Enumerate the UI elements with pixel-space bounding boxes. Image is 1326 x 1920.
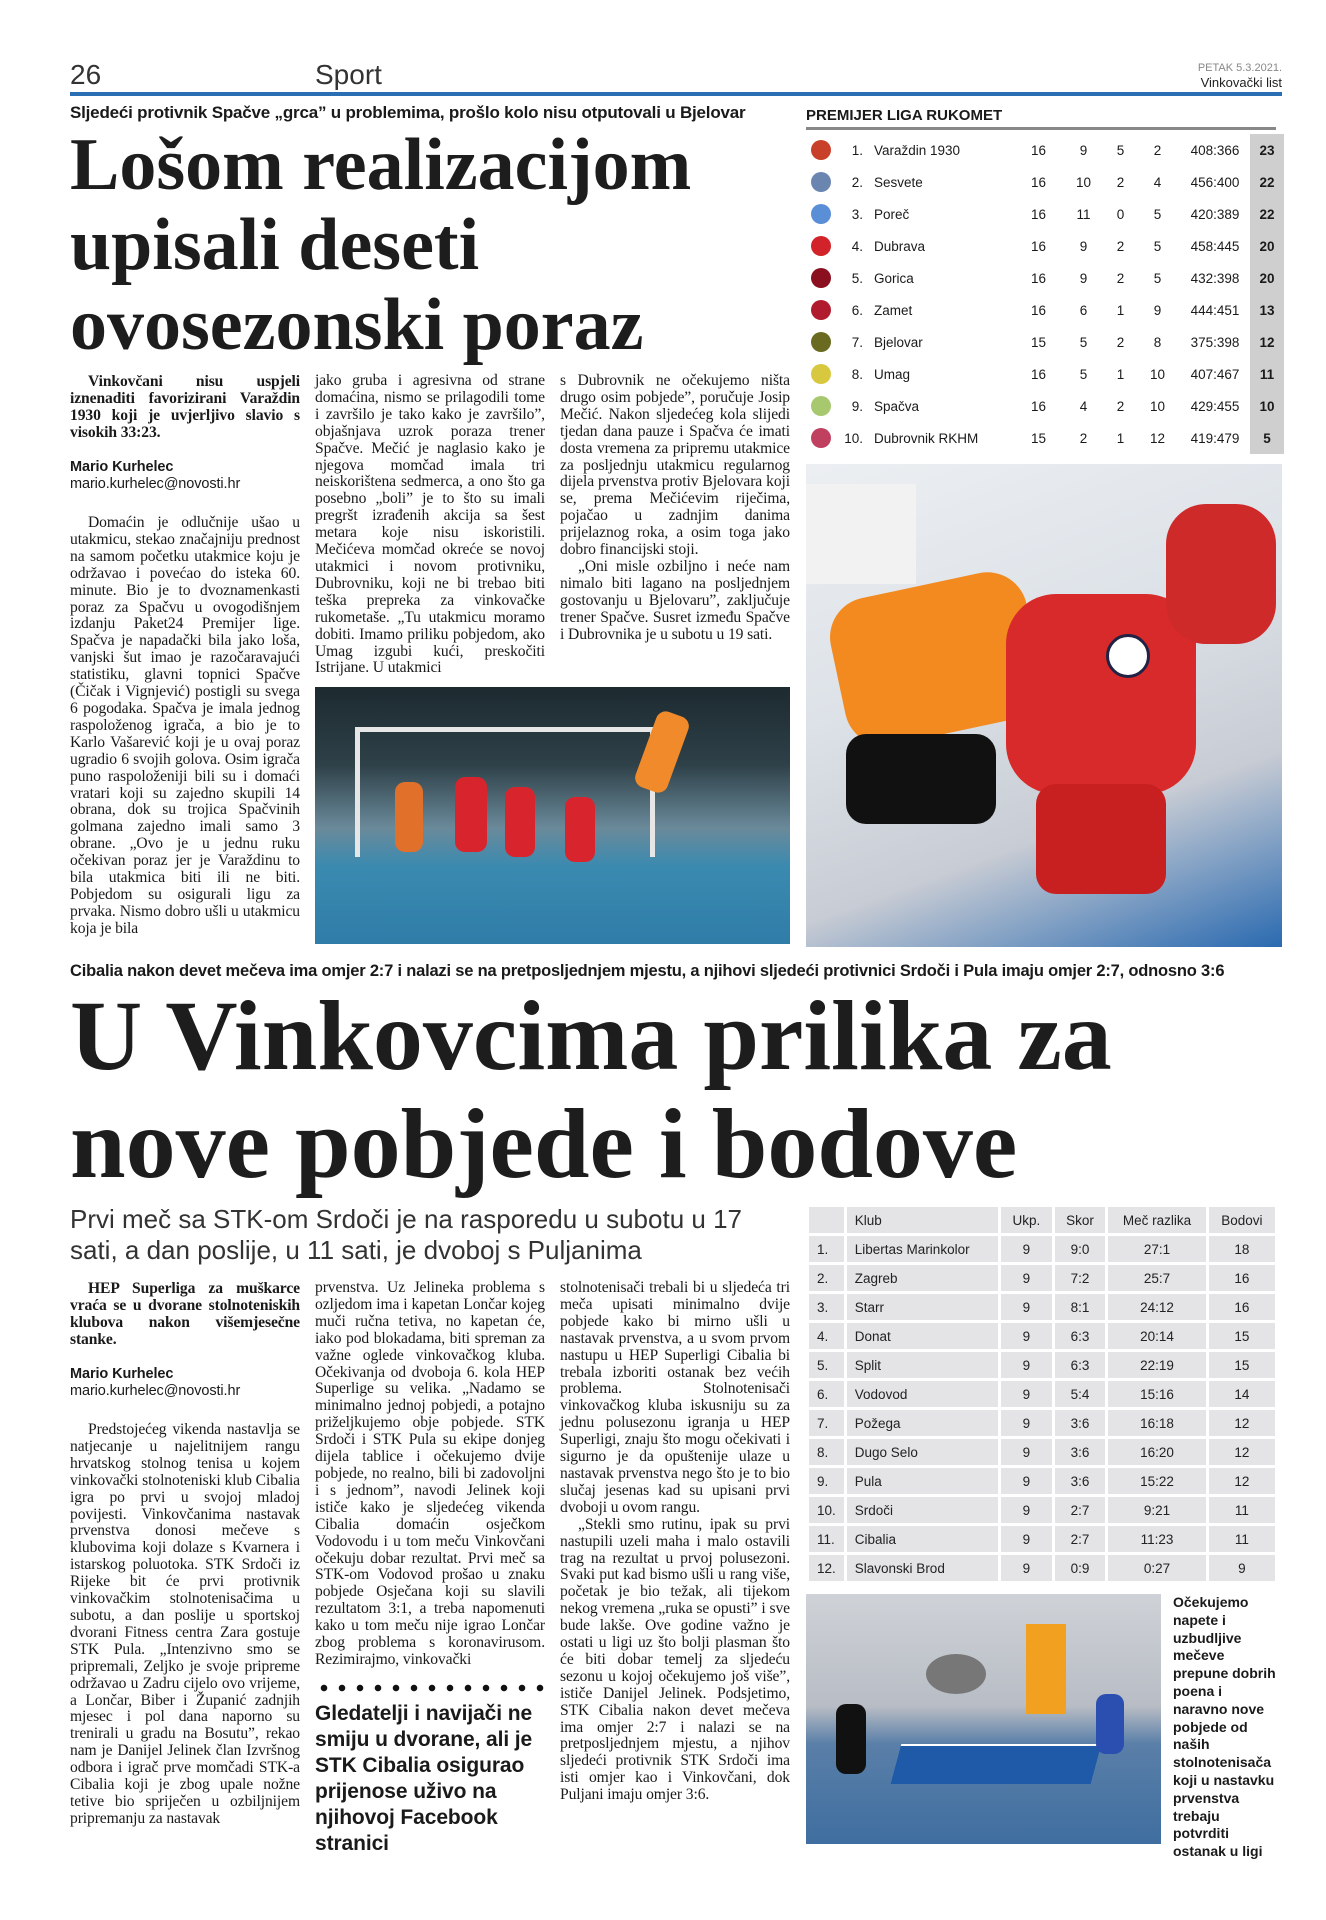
column-header: Bodovi xyxy=(1209,1207,1275,1233)
cell: Dugo Selo xyxy=(847,1439,998,1465)
article2-column-2 xyxy=(315,1280,545,1857)
cell-pos: 4. xyxy=(851,238,863,254)
cell-pos: 7. xyxy=(851,334,863,350)
cell-l: 5 xyxy=(1153,206,1162,222)
cell: 16 xyxy=(1209,1294,1275,1320)
player-red-jersey xyxy=(1166,504,1276,644)
cell: 0:9 xyxy=(1055,1555,1106,1581)
cell-pts: 20 xyxy=(1250,230,1284,262)
cell-p: 16 xyxy=(1030,366,1047,382)
cell: Donat xyxy=(847,1323,998,1349)
club-logo-icon xyxy=(806,294,836,326)
cell-pts: 22 xyxy=(1250,166,1284,198)
cell-w: 5 xyxy=(1079,334,1088,350)
article1-columns xyxy=(70,373,790,944)
league-table xyxy=(806,134,1284,454)
newspaper-page xyxy=(70,0,1282,1861)
cell-d: 2 xyxy=(1116,270,1125,286)
cell: Pula xyxy=(847,1468,998,1494)
club-logo-icon xyxy=(806,230,836,262)
cell-pos: 2. xyxy=(851,174,863,190)
article2-main xyxy=(70,1204,790,1861)
cell-club: Umag xyxy=(874,366,911,382)
cell-goals: 444:451 xyxy=(1190,302,1240,318)
player xyxy=(455,777,487,852)
superliga-row xyxy=(809,1555,1275,1581)
cell: 20:14 xyxy=(1108,1323,1205,1349)
cell: 11:23 xyxy=(1108,1526,1205,1552)
club-crest-icon xyxy=(811,428,831,448)
cell-pts: 23 xyxy=(1250,134,1284,166)
cell: Split xyxy=(847,1352,998,1378)
cell: 16:18 xyxy=(1108,1410,1205,1436)
cell-l: 5 xyxy=(1153,238,1162,254)
superliga-row xyxy=(809,1323,1275,1349)
headline-line: nove pobjede i bodove xyxy=(70,1088,1018,1199)
article1-sidebar xyxy=(806,102,1282,947)
cell-pts: 10 xyxy=(1250,390,1284,422)
masthead-info xyxy=(1198,62,1282,92)
photo-caption: Očekujemo napete i uzbudljive mečeve prepune dobrih poena i naravno nove pobjede od naših stolnotenisača koji u nastavku prvenstva trebaju potvrditi ostanak u ligi xyxy=(1173,1594,1276,1860)
cell: Slavonski Brod xyxy=(847,1555,998,1581)
club-crest-icon xyxy=(811,268,831,288)
cell-pts: 20 xyxy=(1250,262,1284,294)
handball-ball xyxy=(1106,634,1150,678)
superliga-row xyxy=(809,1439,1275,1465)
cell: 14 xyxy=(1209,1381,1275,1407)
cell-pos: 5. xyxy=(851,270,863,286)
superliga-row xyxy=(809,1294,1275,1320)
cell-l: 5 xyxy=(1153,270,1162,286)
club-logo-icon xyxy=(806,166,836,198)
cell: 5. xyxy=(809,1352,844,1378)
cell: 9 xyxy=(1001,1439,1052,1465)
cell: 9 xyxy=(1209,1555,1275,1581)
author-email[interactable]: mario.kurhelec@novosti.hr xyxy=(70,476,241,492)
article1-lead: Vinkovčani nisu uspjeli iznenaditi favorizirani Varaždin 1930 koji je uvjerljivo slavio s visokih 33:23. xyxy=(70,373,300,441)
banner xyxy=(806,484,916,584)
article2-sidebar xyxy=(806,1204,1282,1861)
article2-column-1 xyxy=(70,1280,300,1857)
cell: Starr xyxy=(847,1294,998,1320)
club-logo-icon xyxy=(806,326,836,358)
cell: 1. xyxy=(809,1236,844,1262)
cell-goals: 432:398 xyxy=(1190,270,1240,286)
league-table-row xyxy=(806,166,1284,198)
article2-lead: HEP Superliga za muškarce vraća se u dvorane stolnoteniskih klubova nakon višemjesečne stanke. xyxy=(70,1280,300,1348)
cell-w: 9 xyxy=(1079,238,1088,254)
cell-l: 12 xyxy=(1149,430,1165,446)
article2-columns xyxy=(70,1280,790,1857)
club-logo-icon xyxy=(806,134,836,166)
body-text: „Oni misle ozbiljno i neće nam nimalo biti lagano na posljednjem gostovanju u Bjelovaru”, zaključuje trener Spačve. Susret između Spačve i Dubrovnika je u subotu u 19 sati. xyxy=(560,557,790,643)
cell-l: 9 xyxy=(1153,302,1162,318)
cell: 24:12 xyxy=(1108,1294,1205,1320)
cell-pos: 10. xyxy=(844,430,863,446)
cell: 2. xyxy=(809,1265,844,1291)
cell: Srdoči xyxy=(847,1497,998,1523)
newspaper-name: Vinkovački list xyxy=(1200,75,1282,90)
cell: 10. xyxy=(809,1497,844,1523)
club-crest-icon xyxy=(811,172,831,192)
cell-pos: 8. xyxy=(851,366,863,382)
article1-headline xyxy=(70,125,790,365)
cell-club: Bjelovar xyxy=(874,334,923,350)
photo-with-caption xyxy=(806,1594,1282,1861)
cell: 7:2 xyxy=(1055,1265,1106,1291)
league-table-row xyxy=(806,390,1284,422)
cell: 27:1 xyxy=(1108,1236,1205,1262)
headline-line: ovosezonski poraz xyxy=(70,284,644,366)
section-title: Sport xyxy=(315,59,382,90)
cell: 12. xyxy=(809,1555,844,1581)
cell-d: 0 xyxy=(1116,206,1125,222)
cell-club: Spačva xyxy=(874,398,920,414)
body-text: s Dubrovnik ne očekujemo ništa drugo osim pobjede”, poručuje Josip Mečić. Nakon sljedećeg kola slijedi tjedan dana pauze i Spačva će imati dosta vremena za pripremu utakmice za posljednju utakmicu regularnog dijela prvenstva protiv Bjelovara koji se, prema Mečićevim riječima, pojačao u zadnjim danima prijelaznog roka, a osim toga jako dobro financijski stoji. xyxy=(560,372,790,559)
article1 xyxy=(70,102,1282,947)
article2-deck: Prvi meč sa STK-om Srdoči je na rasporedu u subotu u 17 sati, a dan poslije, u 11 sati, je dvoboj s Puljanima xyxy=(70,1204,742,1265)
superliga-row xyxy=(809,1497,1275,1523)
article1-column-3 xyxy=(560,373,790,677)
article1-column-2 xyxy=(315,373,545,677)
cell-p: 16 xyxy=(1030,302,1047,318)
column-header xyxy=(809,1207,844,1233)
league-table-title: PREMIJER LIGA RUKOMET xyxy=(806,107,1003,124)
league-table-row xyxy=(806,134,1284,166)
club-logo-icon xyxy=(806,262,836,294)
cell: 15:22 xyxy=(1108,1468,1205,1494)
club-crest-icon xyxy=(811,364,831,384)
cell: 6. xyxy=(809,1381,844,1407)
cell: 0:27 xyxy=(1108,1555,1205,1581)
cell-club: Poreč xyxy=(874,206,910,222)
column-header: Skor xyxy=(1055,1207,1106,1233)
cell: 3. xyxy=(809,1294,844,1320)
cell-l: 10 xyxy=(1149,366,1165,382)
league-table-row xyxy=(806,262,1284,294)
cell-pos: 9. xyxy=(851,398,863,414)
cell-d: 1 xyxy=(1116,366,1125,382)
club-logo-icon xyxy=(806,422,836,454)
club-crest-icon xyxy=(811,300,831,320)
handball-duel-photo xyxy=(806,464,1282,947)
cell: 15 xyxy=(1209,1352,1275,1378)
league-table-row xyxy=(806,294,1284,326)
cell-pts: 11 xyxy=(1250,358,1284,390)
cell: 11 xyxy=(1209,1526,1275,1552)
cell: 12 xyxy=(1209,1468,1275,1494)
article2-column-3 xyxy=(560,1280,790,1857)
league-table-row xyxy=(806,358,1284,390)
cell: 3:6 xyxy=(1055,1468,1106,1494)
article1-column-1 xyxy=(70,373,300,944)
cell-club: Dubrovnik RKHM xyxy=(874,430,979,446)
author-name: Mario Kurhelec xyxy=(70,459,174,475)
cell-p: 16 xyxy=(1030,238,1047,254)
cell-goals: 456:400 xyxy=(1190,174,1240,190)
article2 xyxy=(70,961,1282,1861)
cell-l: 8 xyxy=(1153,334,1162,350)
cell-l: 2 xyxy=(1153,142,1162,158)
cell-p: 16 xyxy=(1030,142,1047,158)
exercise-balls xyxy=(926,1654,986,1694)
cell-w: 5 xyxy=(1079,366,1088,382)
cell-club: Dubrava xyxy=(874,238,926,254)
league-table-row xyxy=(806,198,1284,230)
cell-d: 2 xyxy=(1116,174,1125,190)
cell: 9:21 xyxy=(1108,1497,1205,1523)
cell-l: 4 xyxy=(1153,174,1162,190)
club-crest-icon xyxy=(811,236,831,256)
cell-club: Varaždin 1930 xyxy=(874,142,961,158)
cell: 9 xyxy=(1001,1468,1052,1494)
cell-d: 5 xyxy=(1116,142,1125,158)
cell: 6:3 xyxy=(1055,1323,1106,1349)
player xyxy=(395,782,423,852)
author-name: Mario Kurhelec xyxy=(70,1366,174,1382)
cell: 9 xyxy=(1001,1526,1052,1552)
cell-d: 1 xyxy=(1116,430,1125,446)
superliga-row xyxy=(809,1381,1275,1407)
cell-p: 15 xyxy=(1030,430,1047,446)
cell-pts: 22 xyxy=(1250,198,1284,230)
cell-p: 16 xyxy=(1030,174,1047,190)
column-header: Klub xyxy=(847,1207,998,1233)
superliga-table xyxy=(806,1204,1278,1584)
article2-kicker: Cibalia nakon devet mečeva ima omjer 2:7 i nalazi se na pretposljednjem mjestu, a njihovi sljedeći protivnici Srdoči i Pula imaju omjer 2:7, odnosno 3:6 xyxy=(70,962,1225,980)
cell-pos: 1. xyxy=(851,142,863,158)
cell: 16 xyxy=(1209,1265,1275,1291)
cell: 5:4 xyxy=(1055,1381,1106,1407)
player xyxy=(505,787,535,857)
article1-main xyxy=(70,102,790,947)
cell: 9 xyxy=(1001,1497,1052,1523)
player xyxy=(1096,1694,1124,1754)
cell: 9 xyxy=(1001,1294,1052,1320)
player xyxy=(836,1704,866,1774)
cell-d: 2 xyxy=(1116,334,1125,350)
body-text: jako gruba i agresivna od strane domaćina, nismo se prilagodili tome i završilo je tako kako je završilo”, objašnjava uzrok poraza trener Spačve. Mečić je naglasio kako je njegova momčad imala tri neiskorištena sedmerca, a ono što ga posebno „boli” je to što su imali pregršt izrađenih akcija sa šest metara koje nisu iskoristili. Mečićeva momčad okreće se novoj utakmici i novom protivniku, Dubrovniku, koji ne bi trebao biti teška prepreka za vinkovačke rukometaše. „Tu utakmicu moramo dobiti. Imamo priliku pobjedom, ako Umag izgubi kući, preskočiti Istrijane. U utakmici xyxy=(315,372,545,677)
handball-match-photo xyxy=(315,687,790,944)
pull-quote: Gledatelji i navijači ne smiju u dvorane, ali je STK Cibalia osigurao prijenose uživo na njihovoj Facebook stranici xyxy=(315,1701,533,1855)
cell: Zagreb xyxy=(847,1265,998,1291)
club-logo-icon xyxy=(806,198,836,230)
cell-goals: 419:479 xyxy=(1190,430,1240,446)
club-crest-icon xyxy=(811,396,831,416)
cell: 11 xyxy=(1209,1497,1275,1523)
cell: Vodovod xyxy=(847,1381,998,1407)
cell-w: 10 xyxy=(1076,174,1092,190)
page-number: 26 xyxy=(70,59,102,90)
superliga-row xyxy=(809,1526,1275,1552)
cell-goals: 407:467 xyxy=(1190,366,1240,382)
article1-kicker: Sljedeći protivnik Spačve „grca” u problemima, prošlo kolo nisu otputovali u Bjelovar xyxy=(70,103,746,122)
ping-pong-table xyxy=(891,1744,1102,1784)
cell: 22:19 xyxy=(1108,1352,1205,1378)
player-shorts xyxy=(1036,784,1166,894)
body-text: „Stekli smo rutinu, ipak su prvi nastupili uzeli maha i malo ostavili trag na rezultat u prvoj polusezoni. Svaki put kad bismo ušli u rang više, početak je bio težak, ali tijekom nekog vremena „ruka se opusti” i sve bude lakše. Ove godine važno je ostati u ligi uz što bolji plasman što će biti dobar temelj za sljedeću sezonu u kojoj očekujemo još više”, ističe Danijel Jelinek. Podsjetimo, STK Cibalia nakon devet mečeva ima omjer 2:7 i nalazi se na pretposljednjem mjestu, a njihov sljedeći protivnik STK Srdoči ima isti omjer kao i Vinkovčani, dok Puljani imaju omjer 3:6. xyxy=(560,1515,790,1804)
cell: 9 xyxy=(1001,1323,1052,1349)
cell: 9 xyxy=(1001,1410,1052,1436)
league-table-rule xyxy=(806,127,1276,130)
league-table-row xyxy=(806,230,1284,262)
cell: Libertas Marinkolor xyxy=(847,1236,998,1262)
article2-headline xyxy=(70,982,1282,1198)
cell-goals: 429:455 xyxy=(1190,398,1240,414)
cell: 9. xyxy=(809,1468,844,1494)
cell: 2:7 xyxy=(1055,1526,1106,1552)
league-table-row xyxy=(806,326,1284,358)
poster xyxy=(1026,1624,1066,1714)
cell-w: 9 xyxy=(1079,142,1088,158)
column-header: Meč razlika xyxy=(1108,1207,1205,1233)
column-header: Ukp. xyxy=(1001,1207,1052,1233)
cell: 16:20 xyxy=(1108,1439,1205,1465)
cell-club: Sesvete xyxy=(874,174,923,190)
cell: 9:0 xyxy=(1055,1236,1106,1262)
club-crest-icon xyxy=(811,140,831,160)
cell: 12 xyxy=(1209,1410,1275,1436)
cell-club: Gorica xyxy=(874,270,914,286)
body-text: prvenstva. Uz Jelineka problema s ozljedom ima i kapetan Lončar kojeg muči ručna tetiva, no kapetan će, iako pod blokadama, biti spreman za važne oglede vinkovačkog kluba. Očekivanja od dvoboja 6. kola HEP Superlige su velika. „Nadamo se minimalno jednoj pobjedi, a potajno priželjkujemo obje pobjede. STK Srdoči i STK Pula su ekipe donjeg dijela tablice i očekujemo dvije pobjede, no realno, bili bi zadovoljni i s jednom”, navodi Jelinek koji ističe kako je sljedećeg vikenda Cibalia domaćin osječkom Vodovodu i u tom meču Vinkovčani očekuju dobar rezultat. Prvi meč sa STK-om Vodovod prošao u znaku pobjede Osječana koji su slavili rezultatom 3:1, a treba napomenuti kako u tom meču nije igrao Lončar zbog problema s koronavirusom. Rezimirajmo, vinkovački xyxy=(315,1279,545,1668)
byline xyxy=(70,1366,300,1400)
superliga-row xyxy=(809,1410,1275,1436)
cell: 3:6 xyxy=(1055,1410,1106,1436)
club-crest-icon xyxy=(811,204,831,224)
table-tennis-photo xyxy=(806,1594,1161,1844)
cell-w: 11 xyxy=(1076,206,1091,222)
superliga-row xyxy=(809,1468,1275,1494)
cell: 8. xyxy=(809,1439,844,1465)
cell-l: 10 xyxy=(1149,398,1165,414)
cell: 2:7 xyxy=(1055,1497,1106,1523)
cell-pos: 6. xyxy=(851,302,863,318)
cell-p: 15 xyxy=(1030,334,1047,350)
cell: 11. xyxy=(809,1526,844,1552)
cell-w: 6 xyxy=(1079,302,1088,318)
cell: Cibalia xyxy=(847,1526,998,1552)
superliga-header-row xyxy=(809,1207,1275,1233)
headline-line: Lošom realizacijom xyxy=(70,124,692,206)
page-header xyxy=(70,52,1282,96)
cell: 9 xyxy=(1001,1352,1052,1378)
author-email[interactable]: mario.kurhelec@novosti.hr xyxy=(70,1383,241,1399)
cell-pts: 13 xyxy=(1250,294,1284,326)
cell-p: 16 xyxy=(1030,270,1047,286)
superliga-row xyxy=(809,1265,1275,1291)
body-text: stolnotenisači trebali bi u sljedeća tri meča upisati minimalno dvije pobjede kako bi mirno ušli u nastavak prvenstva, a u svom prvom nastupu u HEP Superligi Cibalia bi trebala izboriti ostanak bez većih problema. Stolnotenisači vinkovačkog kluba iskusniju su za jednu polusezonu igranja u HEP Superligi, znaju što mogu očekivati i sigurno je da opuštenije ulaze u nastavak prvenstva nego što je to bio slučaj jesenas kad su upisani prvi dvoboji u ovom rangu. xyxy=(560,1279,790,1516)
cell-pts: 12 xyxy=(1250,326,1284,358)
cell-goals: 408:366 xyxy=(1190,142,1240,158)
cell-p: 16 xyxy=(1030,398,1047,414)
byline xyxy=(70,459,300,493)
cell: 18 xyxy=(1209,1236,1275,1262)
cell-goals: 420:389 xyxy=(1190,206,1240,222)
cell: Požega xyxy=(847,1410,998,1436)
cell: 8:1 xyxy=(1055,1294,1106,1320)
headline-line: U Vinkovcima prilika za xyxy=(70,980,1112,1091)
cell: 15 xyxy=(1209,1323,1275,1349)
league-table-row xyxy=(806,422,1284,454)
cell: 9 xyxy=(1001,1555,1052,1581)
body-text: Predstojećeg vikenda nastavlja se natjecanje u najelitnijem rangu hrvatskog stolnog tenisa u kojem vinkovački stolnoteniski klub Cibalia igra po prvi u svojoj mladoj povijesti. Vinkovčanima nastavak prvenstva donosi mečeve s klubovima koji dolaze s Kvarnera i istarskog poluotoka. STK Srdoči iz Rijeke bit će prvi protivnik vinkovačkim stolnotenisačima u subotu, a dan poslije u sportskoj dvorani Fitness centra Zara gostuje STK Pula. „Intenzivno smo se pripremali, Zeljko je svoje pripreme održavao u Zadru cijelo ovo vrijeme, a Lončar, Biber i Županić zadnjih mjesec i pol dana naporno su trenirali u gradu na Bosutu”, rekao nam je Danijel Jelinek član Izvršnog odbora i igrač prve momčadi STK-a Cibalia koji je zbog upale nožne tetive bio spriječen u ozbiljnijem pripremanju za nastavak xyxy=(70,1421,300,1827)
pull-quote-dots xyxy=(315,1683,545,1693)
article2-body xyxy=(70,1204,1282,1861)
issue-date: PETAK 5.3.2021. xyxy=(1197,62,1282,74)
headline-line: upisali deseti xyxy=(70,204,480,286)
cell-w: 4 xyxy=(1079,398,1088,414)
cell-d: 1 xyxy=(1116,302,1125,318)
cell: 3:6 xyxy=(1055,1439,1106,1465)
player-shorts xyxy=(846,734,996,824)
player-red-jersey xyxy=(1006,594,1196,794)
superliga-row xyxy=(809,1352,1275,1378)
cell-club: Zamet xyxy=(874,302,913,318)
body-text: Domaćin je odlučnije ušao u utakmicu, stekao značajniju prednost na samom početku utakmice koju je održavao i povećao do isteka 60. minute. Bio je to dvoznamenkasti poraz za Spačvu u ovogodišnjem izdanju Paket24 Premijer lige. Spačva je napadački bila jako loša, vanjski šut imao je razočaravajući statistiku, glavni topnici Spačve (Čičak i Vignjević) postigli su svega 6 pogodaka. Spačva je imala jednog raspoloženog igrača, a bio je to Karlo Vašarević koji je u ovaj poraz ugradio 6 svojih golova. Osim igrača puno raspoloženiji bili su i domaći vratari koji su zajedno skupili 14 obrana, dok su trojica Spačvinih golmana zajedno imali samo 3 obrane. „Ovo je u jednu ruku očekivan poraz jer je Varaždinu to bila utakmica biti ili ne biti. Pobjedom su osigurali ligu za prvaka. Nismo dobro ušli u utakmicu koja je bila xyxy=(70,514,300,937)
cell-w: 2 xyxy=(1079,430,1088,446)
player xyxy=(565,797,595,862)
cell: 15:16 xyxy=(1108,1381,1205,1407)
club-crest-icon xyxy=(811,332,831,352)
cell-pts: 5 xyxy=(1250,422,1284,454)
club-logo-icon xyxy=(806,390,836,422)
cell-d: 2 xyxy=(1116,398,1125,414)
superliga-row xyxy=(809,1236,1275,1262)
cell: 9 xyxy=(1001,1381,1052,1407)
cell-w: 9 xyxy=(1079,270,1088,286)
club-logo-icon xyxy=(806,358,836,390)
cell: 12 xyxy=(1209,1439,1275,1465)
cell-d: 2 xyxy=(1116,238,1125,254)
cell-p: 16 xyxy=(1030,206,1047,222)
cell-goals: 375:398 xyxy=(1190,334,1240,350)
cell: 9 xyxy=(1001,1236,1052,1262)
cell: 7. xyxy=(809,1410,844,1436)
cell: 25:7 xyxy=(1108,1265,1205,1291)
cell: 9 xyxy=(1001,1265,1052,1291)
cell: 6:3 xyxy=(1055,1352,1106,1378)
cell-pos: 3. xyxy=(851,206,863,222)
cell-goals: 458:445 xyxy=(1190,238,1240,254)
cell: 4. xyxy=(809,1323,844,1349)
